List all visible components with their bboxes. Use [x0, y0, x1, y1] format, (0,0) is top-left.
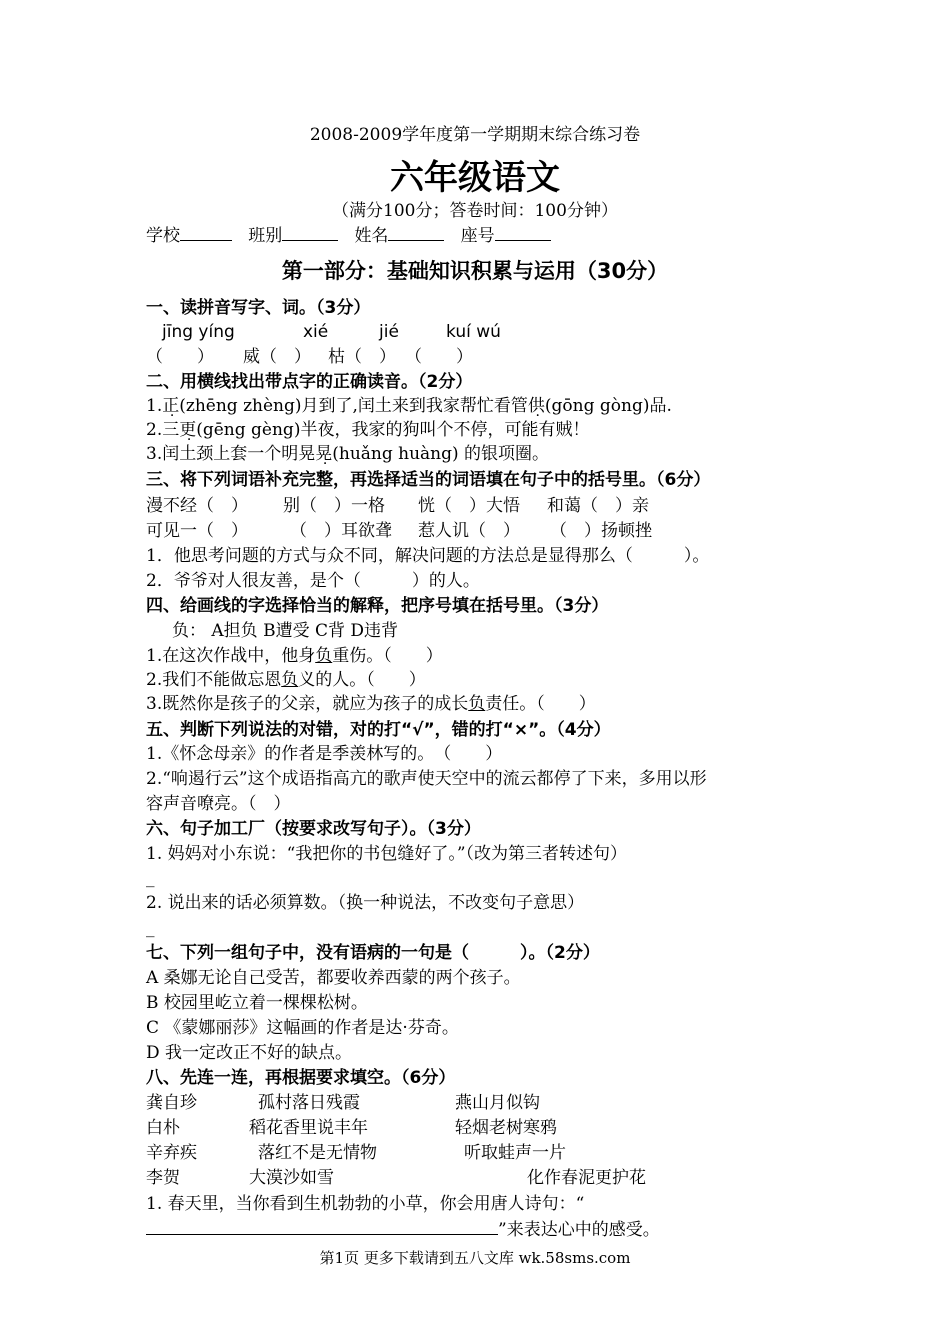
- answer-box-1[interactable]: （ ）: [146, 347, 214, 367]
- answer-box-3[interactable]: 枯（ ）: [328, 347, 396, 367]
- q5-item-2-cont[interactable]: 容声音嘹亮。（ ）: [146, 794, 291, 814]
- q4-options: 负： A担负 B遭受 C背 D违背: [172, 621, 399, 641]
- q4-text: 2.我们不能做忘恩: [146, 670, 282, 690]
- q8-fill-1-end: ”来表达心中的感受。: [498, 1220, 660, 1240]
- q2-text[interactable]: (gēng gèng)半夜，我家的狗叫个不停，可能有贼！: [196, 420, 590, 440]
- dotted-char: 正: [162, 396, 180, 416]
- q2-text: 3.闰土颈上套一个明晃: [146, 444, 316, 464]
- pinyin-3: jié: [379, 322, 399, 342]
- answer-box-4[interactable]: （ ）: [405, 347, 473, 367]
- q6-answer-1[interactable]: _: [146, 868, 155, 888]
- pinyin-1: jīng yíng: [162, 322, 235, 342]
- poem-line-b2[interactable]: 轻烟老树寒鸦: [455, 1118, 557, 1138]
- poem-line-b4[interactable]: 化作春泥更护花: [527, 1168, 646, 1188]
- q4-text[interactable]: 义的人。（ ）: [298, 670, 426, 690]
- idiom-3[interactable]: 恍（ ）大悟: [418, 496, 520, 516]
- name-label: 姓名: [354, 226, 389, 246]
- q2-num: 1.: [146, 396, 163, 416]
- q4-item-1: [146, 644, 443, 668]
- q7-title: 七、下列一组句子中，没有语病的一句是（ ）。（2分）: [146, 943, 600, 963]
- q7-option-d[interactable]: D 我一定改正不好的缺点。: [146, 1043, 353, 1063]
- part1-title: 第一部分：基础知识积累与运用（30分）: [281, 259, 669, 283]
- idiom-5[interactable]: 可见一（ ）: [146, 521, 248, 541]
- q3-title: 三、将下列词语补充完整，再选择适当的词语填在句子中的括号里。（6分）: [146, 470, 711, 490]
- school-label: 学校: [146, 226, 180, 246]
- q8-fill-1-line: [146, 1216, 660, 1242]
- q2-item-1: [146, 394, 672, 418]
- dotted-char: 供: [527, 396, 545, 416]
- class-blank[interactable]: [282, 222, 338, 241]
- poem-line-a4[interactable]: 大漠沙如雪: [249, 1168, 334, 1188]
- q6-title: 六、句子加工厂（按要求改写句子）。（3分）: [146, 819, 481, 839]
- q2-text[interactable]: (zhēng zhèng)月到了,闰土来到我家帮忙看管: [179, 396, 528, 416]
- q2-text[interactable]: (gōng gòng)品.: [544, 396, 672, 416]
- idiom-4[interactable]: 和蔼（ ）亲: [547, 496, 649, 516]
- poet-2[interactable]: 白朴: [146, 1118, 180, 1138]
- q4-text[interactable]: 责任。（ ）: [485, 694, 596, 714]
- q2-item-2: [146, 418, 589, 442]
- q6-item-1: 1. 妈妈对小东说：“我把你的书包缝好了。”（改为第三者转述句）: [146, 844, 628, 864]
- page-footer: 第1页 更多下载请到五八文库 wk.58sms.com: [319, 1249, 631, 1267]
- q2-title: 二、用横线找出带点字的正确读音。（2分）: [146, 372, 473, 392]
- seat-label: 座号: [460, 226, 495, 246]
- q6-item-2: 2. 说出来的话必须算数。（换一种说法，不改变句子意思）: [146, 893, 585, 913]
- q1-title: 一、读拼音写字、词。（3分）: [146, 298, 371, 318]
- idiom-1[interactable]: 漫不经（ ）: [146, 496, 248, 516]
- school-blank[interactable]: [180, 222, 232, 241]
- q6-answer-2[interactable]: _: [146, 918, 155, 938]
- q2-item-3: [146, 442, 549, 466]
- idiom-6[interactable]: （ ）耳欲聋: [290, 521, 392, 541]
- q3-sentence-2[interactable]: 2．爷爷对人很友善，是个（ ）的人。: [146, 571, 480, 591]
- dotted-char: 更: [179, 420, 197, 440]
- seat-blank[interactable]: [495, 222, 551, 241]
- dotted-char: 晃: [315, 444, 333, 464]
- student-info-row: [146, 222, 551, 248]
- name-blank[interactable]: [388, 222, 444, 241]
- exam-meta: （满分100分；答卷时间：100分钟）: [332, 201, 618, 221]
- q4-item-3: [146, 692, 596, 716]
- poem-line-b3[interactable]: 听取蛙声一片: [464, 1143, 566, 1163]
- pinyin-2: xié: [303, 322, 329, 342]
- underlined-char: 负: [468, 694, 486, 714]
- answer-box-2[interactable]: 威（ ）: [243, 347, 311, 367]
- idiom-8[interactable]: （ ）扬顿挫: [550, 521, 652, 541]
- poem-answer-blank[interactable]: [146, 1216, 498, 1235]
- q7-option-c[interactable]: C 《蒙娜丽莎》这幅画的作者是达·芬奇。: [146, 1018, 459, 1038]
- q2-num: 2.三: [146, 420, 180, 440]
- poem-line-a2[interactable]: 稻花香里说丰年: [249, 1118, 368, 1138]
- q4-text: 3.既然你是孩子的父亲，就应为孩子的成长: [146, 694, 469, 714]
- q5-item-2: 2.“响遏行云”这个成语指高亢的歌声使天空中的流云都停了下来，多用以形: [146, 769, 707, 789]
- main-title: 六年级语文: [390, 158, 560, 198]
- pinyin-4: kuí wú: [446, 322, 501, 342]
- q5-title: 五、判断下列说法的对错，对的打“√”，错的打“×”。（4分）: [146, 720, 611, 740]
- poet-4[interactable]: 李贺: [146, 1168, 180, 1188]
- poem-line-a1[interactable]: 孤村落日残霞: [258, 1093, 360, 1113]
- year-title: 2008-2009学年度第一学期期末综合练习卷: [309, 125, 641, 145]
- class-label: 班别: [248, 226, 283, 246]
- poet-3[interactable]: 辛弃疾: [146, 1143, 197, 1163]
- idiom-2[interactable]: 别（ ）一格: [283, 496, 385, 516]
- q4-text: 1.在这次作战中，他身: [146, 646, 316, 666]
- q7-option-b[interactable]: B 校园里屹立着一棵棵松树。: [146, 993, 368, 1013]
- poet-1[interactable]: 龚自珍: [146, 1093, 197, 1113]
- q3-sentence-1[interactable]: 1．他思考问题的方式与众不同，解决问题的方法总是显得那么（ ）。: [146, 546, 710, 566]
- q4-item-2: [146, 668, 426, 692]
- q2-text[interactable]: (huǎng huàng) 的银项圈。: [332, 444, 550, 464]
- q8-fill-1: 1. 春天里，当你看到生机勃勃的小草，你会用唐人诗句：“: [146, 1194, 585, 1214]
- q7-option-a[interactable]: A 桑娜无论自己受苦，都要收养西蒙的两个孩子。: [146, 968, 521, 988]
- underlined-char: 负: [281, 670, 299, 690]
- underlined-char: 负: [315, 646, 333, 666]
- poem-line-b1[interactable]: 燕山月似钩: [455, 1093, 540, 1113]
- q4-text[interactable]: 重伤。（ ）: [332, 646, 443, 666]
- q4-title: 四、给画线的字选择恰当的解释，把序号填在括号里。（3分）: [146, 596, 609, 616]
- q5-item-1[interactable]: 1.《怀念母亲》的作者是季羡林写的。 （ ）: [146, 744, 503, 764]
- idiom-7[interactable]: 惹人讥（ ）: [418, 521, 520, 541]
- q8-title: 八、先连一连，再根据要求填空。（6分）: [146, 1068, 456, 1088]
- poem-line-a3[interactable]: 落红不是无情物: [258, 1143, 377, 1163]
